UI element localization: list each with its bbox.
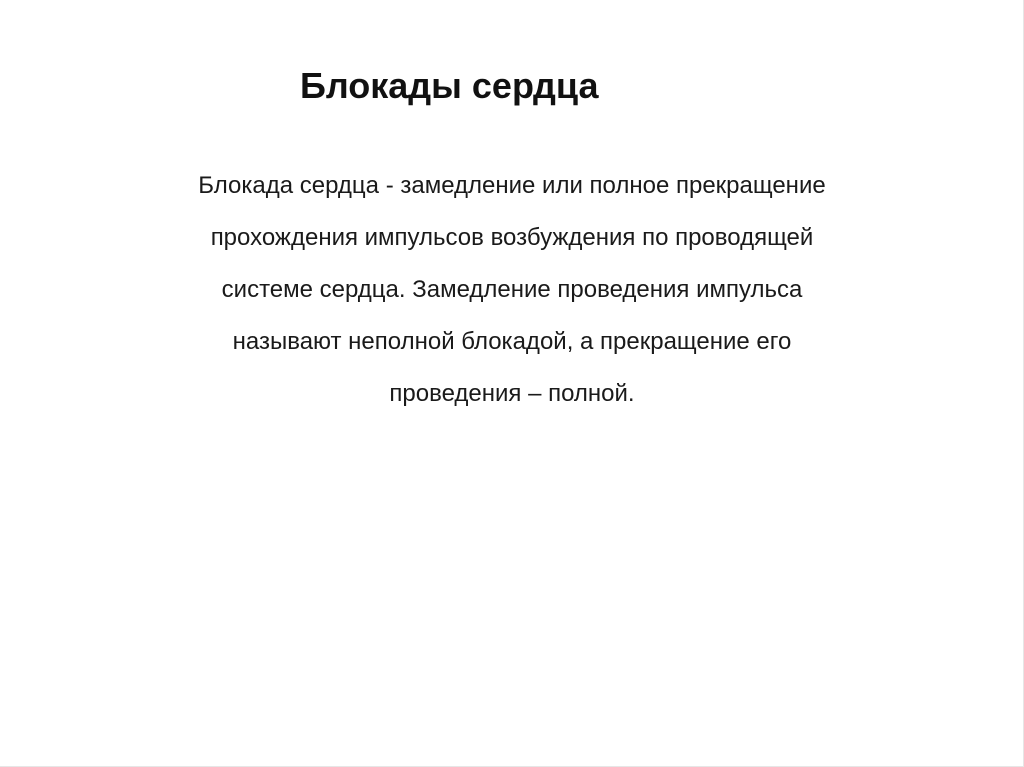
body-line: Блокада сердца - замедление или полное прекращение — [198, 172, 826, 199]
body-line: системе сердца. Замедление проведения импульса — [221, 276, 803, 303]
slide-title: Блокады сердца — [300, 65, 599, 106]
body-line: проведения – полной. — [389, 380, 635, 407]
body-line: называют неполной блокадой, а прекращение его — [232, 328, 792, 355]
body-line: прохождения импульсов возбуждения по проводящей — [210, 224, 814, 251]
slide-body — [100, 160, 924, 420]
